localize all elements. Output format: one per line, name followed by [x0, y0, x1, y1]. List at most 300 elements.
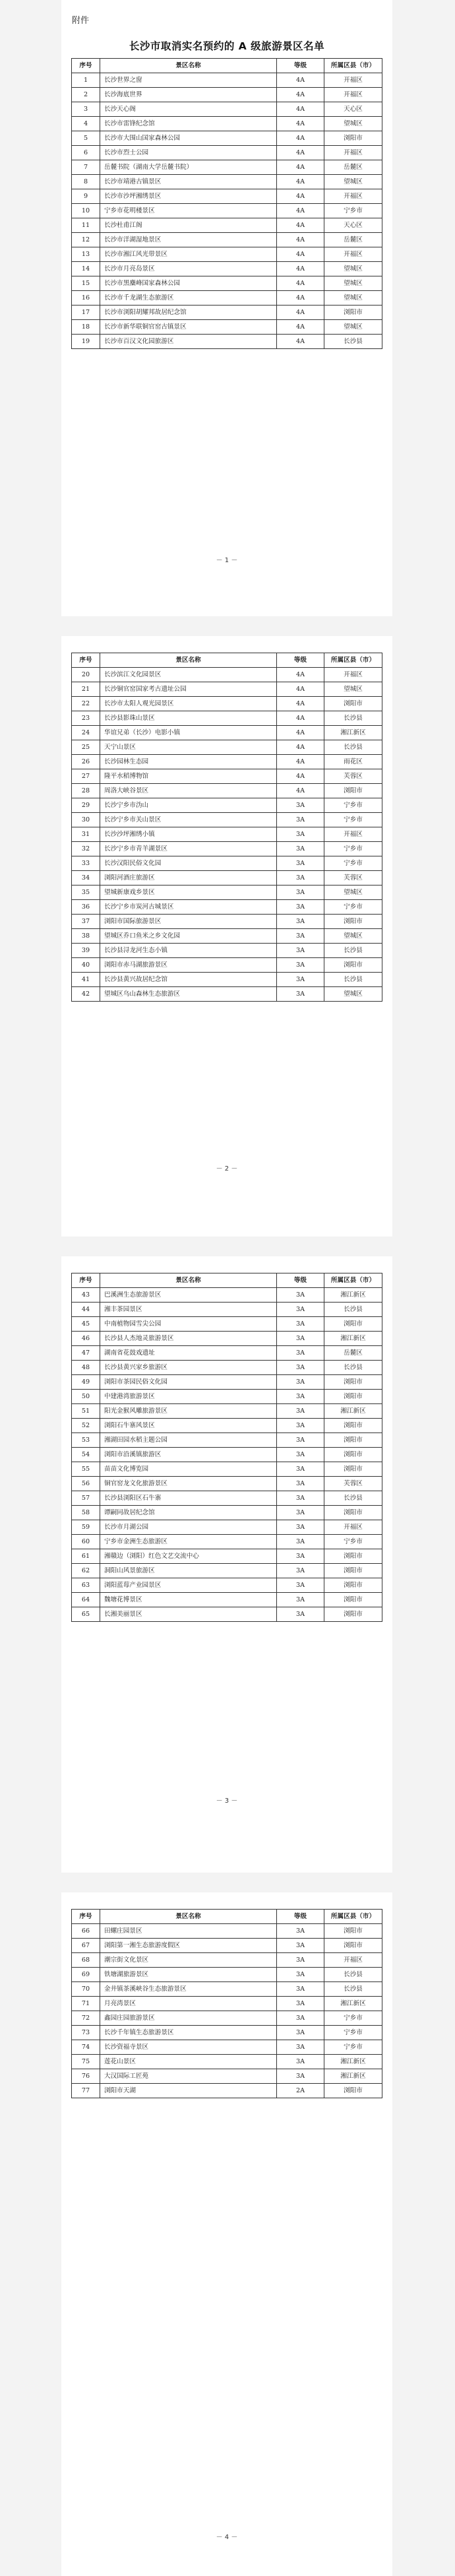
header-seq: 序号 — [72, 1910, 100, 1924]
header-district: 所属区县（市） — [324, 59, 382, 73]
row-seq: 14 — [72, 262, 100, 276]
row-level: 3A — [277, 1924, 324, 1939]
row-seq: 73 — [72, 2026, 100, 2040]
row-level: 4A — [277, 711, 324, 726]
table-row — [72, 1982, 382, 1997]
row-seq: 66 — [72, 1924, 100, 1939]
row-seq: 36 — [72, 900, 100, 915]
row-district: 岳麓区 — [324, 233, 382, 247]
row-district: 芙蓉区 — [324, 1477, 382, 1491]
row-level: 3A — [277, 1578, 324, 1593]
row-seq: 27 — [72, 769, 100, 784]
row-seq: 13 — [72, 247, 100, 262]
row-name: 大汉国际工匠苑 — [100, 2069, 277, 2084]
row-district: 望城区 — [324, 929, 382, 944]
row-level: 3A — [277, 842, 324, 856]
row-name: 长沙市洋湖湿地景区 — [100, 233, 277, 247]
document-page-2 — [61, 636, 392, 1237]
row-name: 浏阳河酒庄旅游区 — [100, 871, 277, 886]
row-level: 3A — [277, 1390, 324, 1404]
row-seq: 37 — [72, 915, 100, 929]
row-name: 长沙世界之窗 — [100, 73, 277, 88]
row-level: 3A — [277, 886, 324, 900]
row-seq: 31 — [72, 827, 100, 842]
row-name: 长沙县黄兴故居纪念馆 — [100, 973, 277, 987]
table-row — [72, 1346, 382, 1361]
row-seq: 16 — [72, 291, 100, 306]
table-row — [72, 1332, 382, 1346]
table-row — [72, 175, 382, 189]
row-district: 望城区 — [324, 291, 382, 306]
row-seq: 6 — [72, 146, 100, 160]
header-district: 所属区县（市） — [324, 1273, 382, 1288]
row-level: 4A — [277, 784, 324, 798]
table-row — [72, 160, 382, 175]
row-name: 月亮湾景区 — [100, 1997, 277, 2011]
row-name: 长沙市大围山国家森林公园 — [100, 131, 277, 146]
row-district: 天心区 — [324, 102, 382, 117]
row-district: 宁乡市 — [324, 856, 382, 871]
row-name: 魏塘花博景区 — [100, 1593, 277, 1607]
row-level: 4A — [277, 697, 324, 711]
row-name: 长湘美丽景区 — [100, 1607, 277, 1622]
page-number: － 2 － — [216, 1165, 238, 1173]
table-row — [72, 1953, 382, 1968]
row-district: 浏阳市 — [324, 1317, 382, 1332]
row-district: 湘江新区 — [324, 1288, 382, 1303]
header-level: 等级 — [277, 59, 324, 73]
row-district: 雨花区 — [324, 755, 382, 769]
row-level: 4A — [277, 102, 324, 117]
row-level: 3A — [277, 1564, 324, 1578]
row-district: 望城区 — [324, 987, 382, 1002]
row-district: 长沙县 — [324, 944, 382, 958]
row-district: 浏阳市 — [324, 1607, 382, 1622]
row-level: 4A — [277, 247, 324, 262]
row-district: 浏阳市 — [324, 1462, 382, 1477]
row-level: 4A — [277, 755, 324, 769]
row-seq: 38 — [72, 929, 100, 944]
header-name: 景区名称 — [100, 1273, 277, 1288]
table-row — [72, 2011, 382, 2026]
table-row — [72, 2055, 382, 2069]
row-name: 长沙宁乡市青羊湖景区 — [100, 842, 277, 856]
table-row — [72, 262, 382, 276]
row-district: 浏阳市 — [324, 1448, 382, 1462]
row-name: 岳麓书院（湖南大学岳麓书院） — [100, 160, 277, 175]
row-name: 长沙沙坪湘绣小镇 — [100, 827, 277, 842]
table-row — [72, 1549, 382, 1564]
table-row — [72, 900, 382, 915]
row-level: 4A — [277, 146, 324, 160]
row-seq: 57 — [72, 1491, 100, 1506]
row-district: 天心区 — [324, 218, 382, 233]
row-name: 望城区乌山森林生态旅游区 — [100, 987, 277, 1002]
row-level: 3A — [277, 1361, 324, 1375]
row-seq: 68 — [72, 1953, 100, 1968]
row-name: 浏阳市天湖 — [100, 2084, 277, 2098]
row-level: 4A — [277, 204, 324, 218]
table-row — [72, 204, 382, 218]
row-seq: 69 — [72, 1968, 100, 1982]
row-seq: 54 — [72, 1448, 100, 1462]
document-page-1 — [61, 0, 392, 616]
row-name: 长沙市烈士公园 — [100, 146, 277, 160]
row-district: 浏阳市 — [324, 1419, 382, 1433]
table-row — [72, 1448, 382, 1462]
row-name: 湘丰茶园景区 — [100, 1303, 277, 1317]
row-seq: 61 — [72, 1549, 100, 1564]
row-name: 长沙资福寺景区 — [100, 2040, 277, 2055]
row-level: 3A — [277, 2040, 324, 2055]
row-level: 2A — [277, 2084, 324, 2098]
row-name: 长沙宁乡市沩山 — [100, 798, 277, 813]
row-level: 3A — [277, 1419, 324, 1433]
row-seq: 49 — [72, 1375, 100, 1390]
row-seq: 71 — [72, 1997, 100, 2011]
row-level: 4A — [277, 769, 324, 784]
row-level: 3A — [277, 1506, 324, 1520]
row-seq: 47 — [72, 1346, 100, 1361]
table-row — [72, 73, 382, 88]
table-row — [72, 886, 382, 900]
row-district: 芙蓉区 — [324, 871, 382, 886]
row-seq: 65 — [72, 1607, 100, 1622]
row-name: 浏阳市沿溪镇旅游区 — [100, 1448, 277, 1462]
row-district: 宁乡市 — [324, 813, 382, 827]
row-district: 浏阳市 — [324, 1506, 382, 1520]
row-name: 长沙铜官窑国家考古遗址公园 — [100, 682, 277, 697]
row-district: 浏阳市 — [324, 306, 382, 320]
row-seq: 12 — [72, 233, 100, 247]
row-level: 3A — [277, 798, 324, 813]
row-seq: 67 — [72, 1939, 100, 1953]
row-level: 4A — [277, 682, 324, 697]
row-name: 长沙宁乡市炭河古城景区 — [100, 900, 277, 915]
row-district: 浏阳市 — [324, 784, 382, 798]
row-name: 金井镇茶溪峡谷生态旅游景区 — [100, 1982, 277, 1997]
row-level: 4A — [277, 740, 324, 755]
row-name: 浏阳市赤马湖旅游景区 — [100, 958, 277, 973]
row-district: 浏阳市 — [324, 1433, 382, 1448]
row-seq: 20 — [72, 668, 100, 682]
row-seq: 4 — [72, 117, 100, 131]
row-level: 4A — [277, 160, 324, 175]
row-name: 长沙市雷锋纪念馆 — [100, 117, 277, 131]
table-row — [72, 189, 382, 204]
row-level: 3A — [277, 1303, 324, 1317]
row-level: 3A — [277, 987, 324, 1002]
row-level: 3A — [277, 1953, 324, 1968]
scenic-area-table — [71, 1909, 382, 2098]
row-name: 长沙杜甫江阁 — [100, 218, 277, 233]
row-seq: 11 — [72, 218, 100, 233]
row-level: 3A — [277, 973, 324, 987]
row-seq: 17 — [72, 306, 100, 320]
row-seq: 53 — [72, 1433, 100, 1448]
row-level: 3A — [277, 1607, 324, 1622]
table-row — [72, 1375, 382, 1390]
row-name: 长沙县影珠山景区 — [100, 711, 277, 726]
header-level: 等级 — [277, 653, 324, 668]
row-level: 3A — [277, 1593, 324, 1607]
table-row — [72, 856, 382, 871]
row-district: 长沙县 — [324, 335, 382, 349]
row-level: 4A — [277, 262, 324, 276]
row-district: 宁乡市 — [324, 900, 382, 915]
row-level: 3A — [277, 1288, 324, 1303]
table-row — [72, 1578, 382, 1593]
header-seq: 序号 — [72, 653, 100, 668]
row-level: 3A — [277, 958, 324, 973]
row-name: 阳光金猴风雕旅游景区 — [100, 1404, 277, 1419]
row-seq: 77 — [72, 2084, 100, 2098]
table-row — [72, 247, 382, 262]
row-seq: 1 — [72, 73, 100, 88]
row-seq: 33 — [72, 856, 100, 871]
row-seq: 60 — [72, 1535, 100, 1549]
row-name: 长沙县人杰地灵旅游景区 — [100, 1332, 277, 1346]
row-seq: 70 — [72, 1982, 100, 1997]
table-row — [72, 784, 382, 798]
row-district: 湘江新区 — [324, 1404, 382, 1419]
table-row — [72, 306, 382, 320]
row-level: 3A — [277, 1317, 324, 1332]
row-seq: 52 — [72, 1419, 100, 1433]
row-level: 4A — [277, 335, 324, 349]
table-row — [72, 1607, 382, 1622]
row-district: 湘江新区 — [324, 726, 382, 740]
row-district: 开福区 — [324, 146, 382, 160]
row-level: 3A — [277, 1375, 324, 1390]
row-district: 芙蓉区 — [324, 769, 382, 784]
row-seq: 42 — [72, 987, 100, 1002]
row-name: 长沙天心阁 — [100, 102, 277, 117]
row-seq: 58 — [72, 1506, 100, 1520]
row-level: 3A — [277, 856, 324, 871]
row-level: 4A — [277, 189, 324, 204]
table-row — [72, 1997, 382, 2011]
table-row — [72, 987, 382, 1002]
row-district: 长沙县 — [324, 1303, 382, 1317]
row-name: 长沙千年镇生态旅游景区 — [100, 2026, 277, 2040]
scenic-area-table — [71, 653, 382, 1002]
table-row — [72, 915, 382, 929]
row-seq: 18 — [72, 320, 100, 335]
row-seq: 7 — [72, 160, 100, 175]
table-row — [72, 117, 382, 131]
row-district: 望城区 — [324, 682, 382, 697]
row-seq: 48 — [72, 1361, 100, 1375]
row-seq: 50 — [72, 1390, 100, 1404]
header-district: 所属区县（市） — [324, 653, 382, 668]
table-row — [72, 827, 382, 842]
row-name: 湖南省花鼓戏遗址 — [100, 1346, 277, 1361]
row-name: 浏阳市茶园民俗文化园 — [100, 1375, 277, 1390]
row-name: 长沙县黄兴家乡旅游区 — [100, 1361, 277, 1375]
table-row — [72, 2084, 382, 2098]
row-level: 3A — [277, 1939, 324, 1953]
row-district: 宁乡市 — [324, 842, 382, 856]
row-seq: 75 — [72, 2055, 100, 2069]
row-district: 长沙县 — [324, 740, 382, 755]
table-row — [72, 871, 382, 886]
row-name: 长沙市太阳人观光园景区 — [100, 697, 277, 711]
row-district: 开福区 — [324, 827, 382, 842]
row-level: 3A — [277, 900, 324, 915]
row-level: 4A — [277, 668, 324, 682]
row-level: 3A — [277, 1433, 324, 1448]
header-name: 景区名称 — [100, 59, 277, 73]
row-seq: 35 — [72, 886, 100, 900]
row-name: 苗苗文化博览园 — [100, 1462, 277, 1477]
row-district: 浏阳市 — [324, 915, 382, 929]
row-seq: 8 — [72, 175, 100, 189]
row-level: 3A — [277, 2069, 324, 2084]
table-row — [72, 973, 382, 987]
row-name: 长沙园林生态园 — [100, 755, 277, 769]
row-seq: 72 — [72, 2011, 100, 2026]
table-row — [72, 1404, 382, 1419]
table-header-row — [72, 1273, 382, 1288]
row-name: 长沙滨江文化园景区 — [100, 668, 277, 682]
table-row — [72, 697, 382, 711]
row-district: 浏阳市 — [324, 2084, 382, 2098]
row-name: 华谊兄弟（长沙）电影小镇 — [100, 726, 277, 740]
table-row — [72, 1303, 382, 1317]
table-row — [72, 146, 382, 160]
row-name: 洞阳山风景旅游区 — [100, 1564, 277, 1578]
row-seq: 41 — [72, 973, 100, 987]
table-row — [72, 276, 382, 291]
row-name: 望城新康戏乡景区 — [100, 886, 277, 900]
row-level: 4A — [277, 73, 324, 88]
row-level: 3A — [277, 929, 324, 944]
table-row — [72, 740, 382, 755]
row-name: 长沙市月湖公园 — [100, 1520, 277, 1535]
row-seq: 40 — [72, 958, 100, 973]
header-name: 景区名称 — [100, 653, 277, 668]
row-district: 开福区 — [324, 668, 382, 682]
row-district: 宁乡市 — [324, 2026, 382, 2040]
row-level: 3A — [277, 2055, 324, 2069]
row-seq: 5 — [72, 131, 100, 146]
table-header-row — [72, 1910, 382, 1924]
row-seq: 44 — [72, 1303, 100, 1317]
table-row — [72, 1968, 382, 1982]
row-district: 长沙县 — [324, 1361, 382, 1375]
row-district: 浏阳市 — [324, 1375, 382, 1390]
row-level: 3A — [277, 1332, 324, 1346]
row-seq: 21 — [72, 682, 100, 697]
row-district: 望城区 — [324, 320, 382, 335]
table-row — [72, 1433, 382, 1448]
row-seq: 63 — [72, 1578, 100, 1593]
document-title: 长沙市取消实名预约的 A 级旅游景区名单 — [129, 40, 325, 52]
row-name: 浏阳市国际旅游景区 — [100, 915, 277, 929]
row-name: 谭嗣同故居纪念馆 — [100, 1506, 277, 1520]
scenic-area-table — [71, 58, 382, 349]
row-level: 4A — [277, 726, 324, 740]
row-district: 长沙县 — [324, 1968, 382, 1982]
row-seq: 46 — [72, 1332, 100, 1346]
row-district: 长沙县 — [324, 711, 382, 726]
row-level: 4A — [277, 88, 324, 102]
row-level: 4A — [277, 291, 324, 306]
row-district: 宁乡市 — [324, 2040, 382, 2055]
row-district: 开福区 — [324, 73, 382, 88]
row-level: 3A — [277, 871, 324, 886]
row-level: 4A — [277, 131, 324, 146]
row-name: 长沙市湘江风光带景区 — [100, 247, 277, 262]
row-district: 长沙县 — [324, 1491, 382, 1506]
row-level: 3A — [277, 827, 324, 842]
table-row — [72, 218, 382, 233]
row-level: 3A — [277, 1549, 324, 1564]
document-page-3 — [61, 1256, 392, 1873]
row-district: 浏阳市 — [324, 958, 382, 973]
table-header-row — [72, 59, 382, 73]
row-level: 3A — [277, 1404, 324, 1419]
row-seq: 9 — [72, 189, 100, 204]
table-row — [72, 1564, 382, 1578]
row-district: 宁乡市 — [324, 1535, 382, 1549]
row-seq: 43 — [72, 1288, 100, 1303]
row-name: 潮宗街文化景区 — [100, 1953, 277, 1968]
table-row — [72, 2026, 382, 2040]
row-seq: 32 — [72, 842, 100, 856]
row-district: 浏阳市 — [324, 1578, 382, 1593]
row-name: 长沙市黑麋峰国家森林公园 — [100, 276, 277, 291]
table-row — [72, 668, 382, 682]
row-level: 3A — [277, 1968, 324, 1982]
table-row — [72, 2069, 382, 2084]
table-row — [72, 1288, 382, 1303]
row-level: 3A — [277, 1346, 324, 1361]
table-row — [72, 726, 382, 740]
row-seq: 34 — [72, 871, 100, 886]
row-district: 湘江新区 — [324, 1332, 382, 1346]
row-level: 3A — [277, 1535, 324, 1549]
row-level: 3A — [277, 2026, 324, 2040]
row-name: 浏阳第一湘生态旅游度假区 — [100, 1939, 277, 1953]
table-row — [72, 1506, 382, 1520]
row-seq: 74 — [72, 2040, 100, 2055]
page-number: － 4 － — [216, 2534, 238, 2541]
table-row — [72, 958, 382, 973]
row-name: 长沙市靖港古镇景区 — [100, 175, 277, 189]
header-level: 等级 — [277, 1910, 324, 1924]
row-district: 岳麓区 — [324, 160, 382, 175]
row-seq: 29 — [72, 798, 100, 813]
header-level: 等级 — [277, 1273, 324, 1288]
row-district: 湘江新区 — [324, 2055, 382, 2069]
table-row — [72, 929, 382, 944]
table-row — [72, 842, 382, 856]
row-level: 3A — [277, 1520, 324, 1535]
row-name: 长沙市新华联铜官窑古镇景区 — [100, 320, 277, 335]
row-name: 莲花山景区 — [100, 2055, 277, 2069]
row-name: 长沙市沙坪湘绣景区 — [100, 189, 277, 204]
table-row — [72, 1361, 382, 1375]
row-name: 长沙县浏阳区石牛寨 — [100, 1491, 277, 1506]
row-district: 浏阳市 — [324, 1564, 382, 1578]
row-seq: 51 — [72, 1404, 100, 1419]
table-row — [72, 2040, 382, 2055]
document-page-4 — [61, 1892, 392, 2576]
row-district: 浏阳市 — [324, 1593, 382, 1607]
row-district: 浏阳市 — [324, 1939, 382, 1953]
